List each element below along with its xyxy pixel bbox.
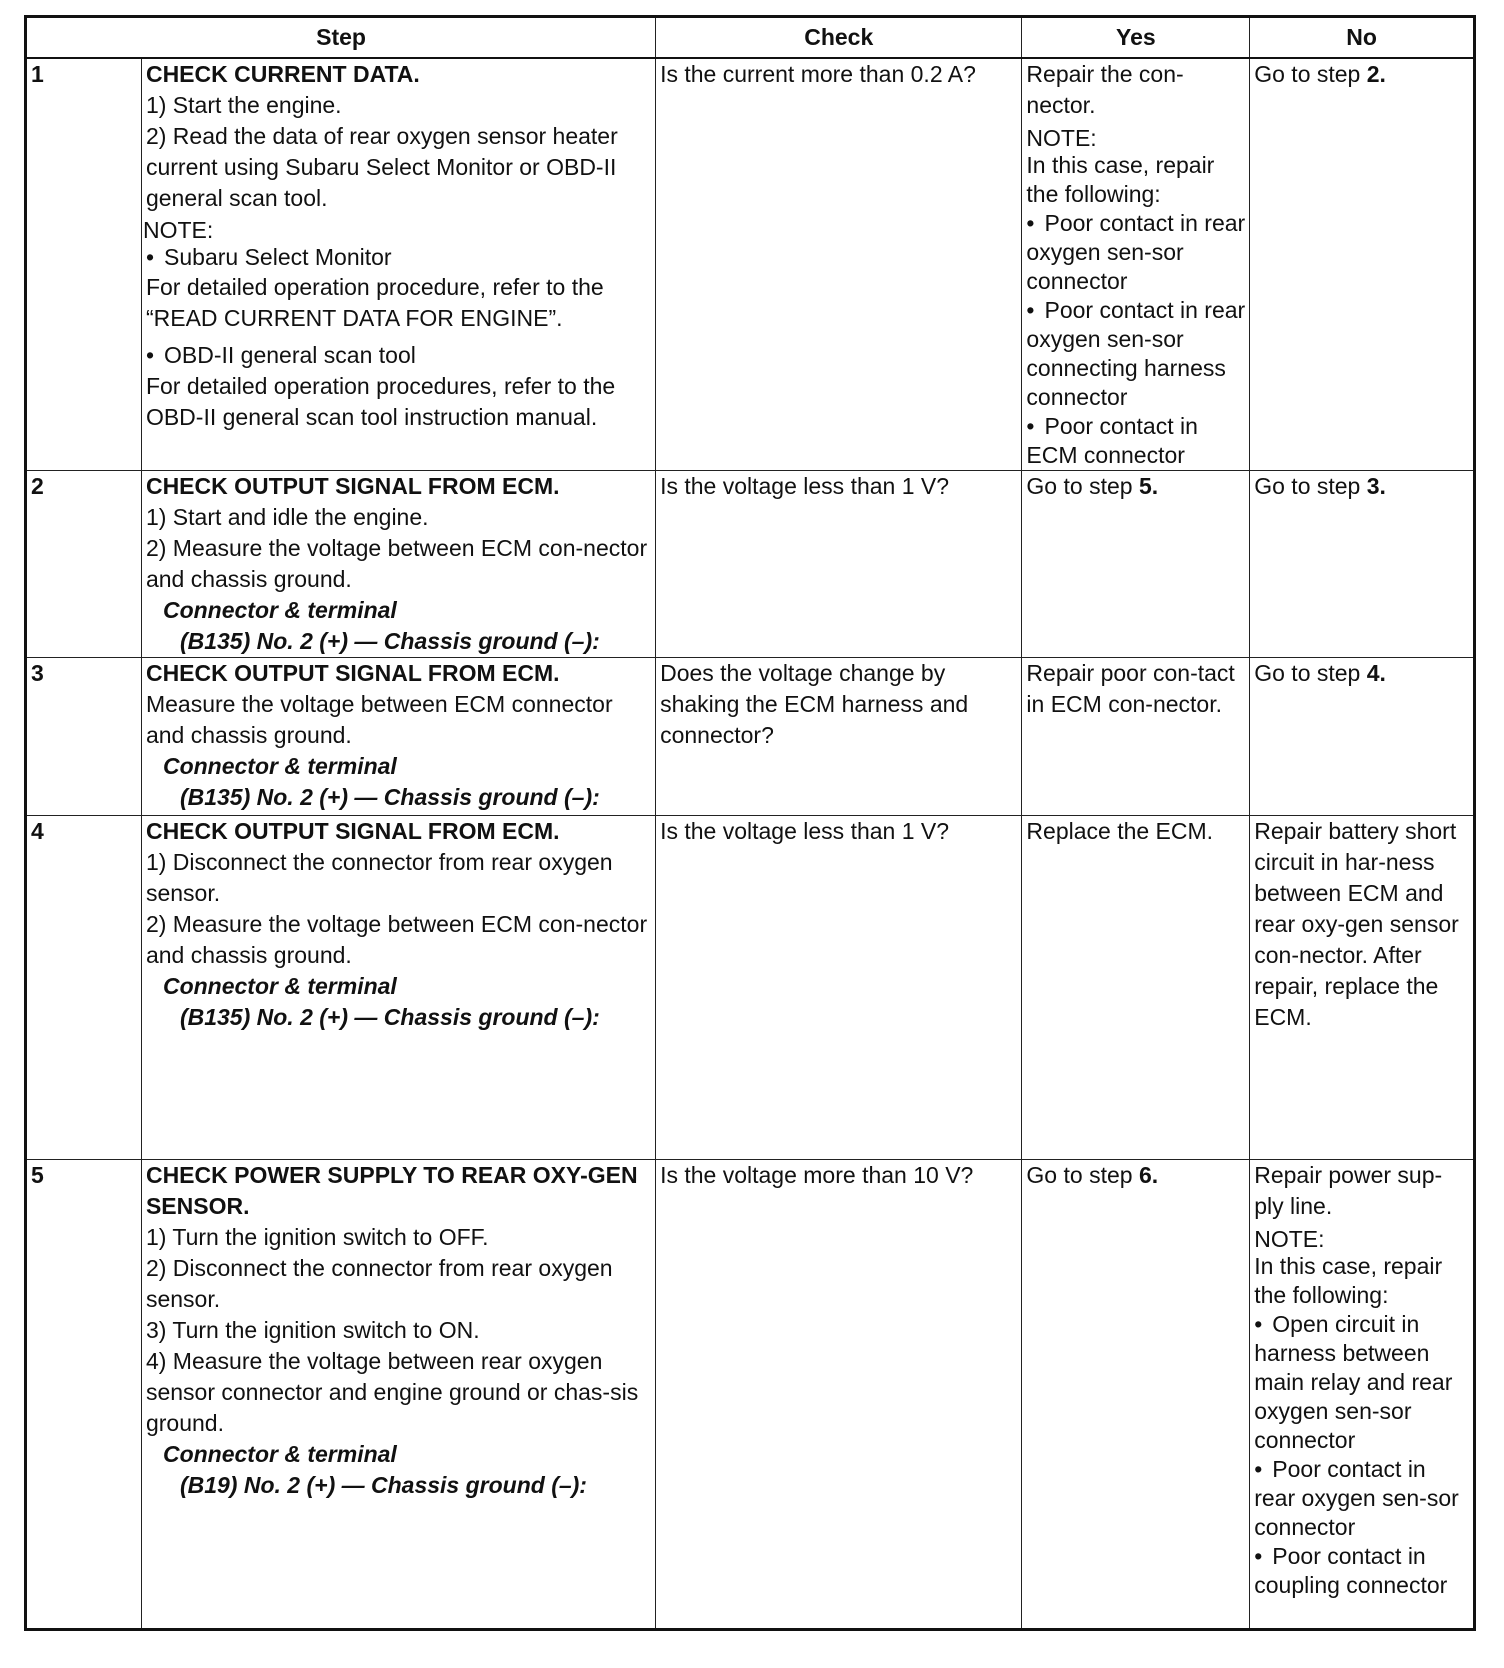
- header-step: Step: [26, 17, 656, 59]
- header-row: [26, 17, 1475, 59]
- step-line: 3) Turn the ignition switch to ON.: [145, 1317, 480, 1343]
- yes-cell: [1022, 471, 1250, 658]
- step-line: 2) Disconnect the connector from rear oxygen sensor.: [145, 1255, 613, 1312]
- step-line: 4) Measure the voltage between rear oxygen sensor connector and engine ground or chas-sis ground.: [145, 1348, 639, 1436]
- table-row: [26, 1160, 1475, 1630]
- table-row: [26, 471, 1475, 658]
- step-title: CHECK CURRENT DATA.: [145, 61, 420, 87]
- check-cell: Is the voltage less than 1 V?: [656, 471, 1022, 658]
- no-cell: Repair battery short circuit in har-ness between ECM and rear oxy-gen sensor con-nector. After repair, replace the ECM.: [1250, 816, 1475, 1160]
- yes-cell: [1022, 58, 1250, 471]
- step-line: 1) Turn the ignition switch to OFF.: [145, 1224, 489, 1250]
- note-bullet: • OBD-II general scan tool: [146, 340, 651, 371]
- yes-cell: Replace the ECM.: [1022, 816, 1250, 1160]
- check-cell: Is the voltage more than 10 V?: [656, 1160, 1022, 1630]
- terminal-spec: (B135) No. 2 (+) — Chassis ground (–):: [179, 628, 600, 654]
- connector-terminal-label: Connector & terminal: [162, 753, 397, 779]
- connector-terminal-label: Connector & terminal: [162, 973, 397, 999]
- connector-terminal-label: Connector & terminal: [162, 1441, 397, 1467]
- table-row: [26, 816, 1475, 1160]
- header-yes: Yes: [1022, 17, 1250, 59]
- step-cell: [141, 471, 655, 658]
- no-bullet: • Poor contact in rear oxygen sen-sor connector: [1254, 1455, 1469, 1542]
- step-number: 5: [26, 1160, 142, 1630]
- step-title: CHECK OUTPUT SIGNAL FROM ECM.: [145, 473, 560, 499]
- no-text: Repair power sup-ply line.: [1254, 1162, 1443, 1219]
- no-cell: [1250, 471, 1475, 658]
- yes-note-label: NOTE:: [1026, 125, 1097, 151]
- header-check: Check: [656, 17, 1022, 59]
- check-cell: Is the current more than 0.2 A?: [656, 58, 1022, 471]
- step-reference: 5.: [1138, 473, 1159, 499]
- step-cell: [141, 816, 655, 1160]
- diagnostic-table: [24, 15, 1476, 1631]
- step-number: 2: [26, 471, 142, 658]
- step-line: 1) Disconnect the connector from rear oxygen sensor.: [145, 849, 613, 906]
- yes-note-intro: In this case, repair the following:: [1026, 152, 1215, 207]
- note-label: NOTE:: [142, 217, 214, 243]
- note-text: For detailed operation procedure, refer to the “READ CURRENT DATA FOR ENGINE”.: [145, 274, 604, 331]
- table-row: [26, 658, 1475, 816]
- check-cell: Is the voltage less than 1 V?: [656, 816, 1022, 1160]
- step-reference: 2.: [1366, 61, 1386, 87]
- terminal-spec: (B135) No. 2 (+) — Chassis ground (–):: [179, 784, 600, 810]
- yes-cell: Repair poor con-tact in ECM con-nector.: [1022, 658, 1250, 816]
- step-cell: [141, 1160, 655, 1630]
- check-cell: Does the voltage change by shaking the ECM harness and connector?: [656, 658, 1022, 816]
- no-prefix: Go to step: [1254, 61, 1367, 87]
- no-cell: [1250, 1160, 1475, 1630]
- step-reference: 6.: [1138, 1162, 1159, 1188]
- yes-bullet: • Poor contact in rear oxygen sen-sor connecting harness connector: [1026, 296, 1245, 412]
- no-cell: [1250, 658, 1475, 816]
- step-number: 3: [26, 658, 142, 816]
- step-number: 1: [26, 58, 142, 471]
- no-note-label: NOTE:: [1254, 1226, 1325, 1252]
- step-line: 2) Read the data of rear oxygen sensor heater current using Subaru Select Monitor or OBD-II general scan tool.: [145, 123, 618, 211]
- step-cell: [141, 58, 655, 471]
- step-reference: 4.: [1366, 660, 1386, 686]
- no-prefix: Go to step: [1254, 660, 1367, 686]
- yes-cell: [1022, 1160, 1250, 1630]
- no-cell: [1250, 58, 1475, 471]
- no-note-intro: In this case, repair the following:: [1254, 1253, 1443, 1308]
- step-title: CHECK POWER SUPPLY TO REAR OXY-GEN SENSOR.: [145, 1162, 638, 1219]
- step-title: CHECK OUTPUT SIGNAL FROM ECM.: [145, 660, 560, 686]
- note-bullet: • Subaru Select Monitor: [146, 242, 651, 272]
- yes-text: Repair the con-nector.: [1026, 61, 1184, 118]
- yes-prefix: Go to step: [1026, 1162, 1139, 1188]
- no-bullet: • Open circuit in harness between main relay and rear oxygen sen-sor connector: [1254, 1310, 1469, 1455]
- no-bullet: • Poor contact in coupling connector: [1254, 1542, 1469, 1600]
- step-line: 1) Start and idle the engine.: [145, 504, 429, 530]
- step-line: Measure the voltage between ECM connector and chassis ground.: [145, 691, 613, 748]
- note-text: For detailed operation procedures, refer to the OBD-II general scan tool instruction manual.: [145, 373, 616, 430]
- connector-terminal-label: Connector & terminal: [162, 597, 397, 623]
- yes-bullet: • Poor contact in rear oxygen sen-sor connector: [1026, 209, 1245, 296]
- terminal-spec: (B19) No. 2 (+) — Chassis ground (–):: [179, 1472, 587, 1498]
- step-number: 4: [26, 816, 142, 1160]
- yes-prefix: Go to step: [1026, 473, 1139, 499]
- terminal-spec: (B135) No. 2 (+) — Chassis ground (–):: [179, 1004, 600, 1030]
- step-cell: [141, 658, 655, 816]
- no-prefix: Go to step: [1254, 473, 1367, 499]
- step-line: 1) Start the engine.: [145, 92, 342, 118]
- table-row: [26, 58, 1475, 471]
- step-title: CHECK OUTPUT SIGNAL FROM ECM.: [145, 818, 560, 844]
- step-line: 2) Measure the voltage between ECM con-nector and chassis ground.: [145, 911, 648, 968]
- step-reference: 3.: [1366, 473, 1386, 499]
- yes-bullet: • Poor contact in ECM connector: [1026, 412, 1245, 470]
- step-line: 2) Measure the voltage between ECM con-nector and chassis ground.: [145, 535, 648, 592]
- header-no: No: [1250, 17, 1475, 59]
